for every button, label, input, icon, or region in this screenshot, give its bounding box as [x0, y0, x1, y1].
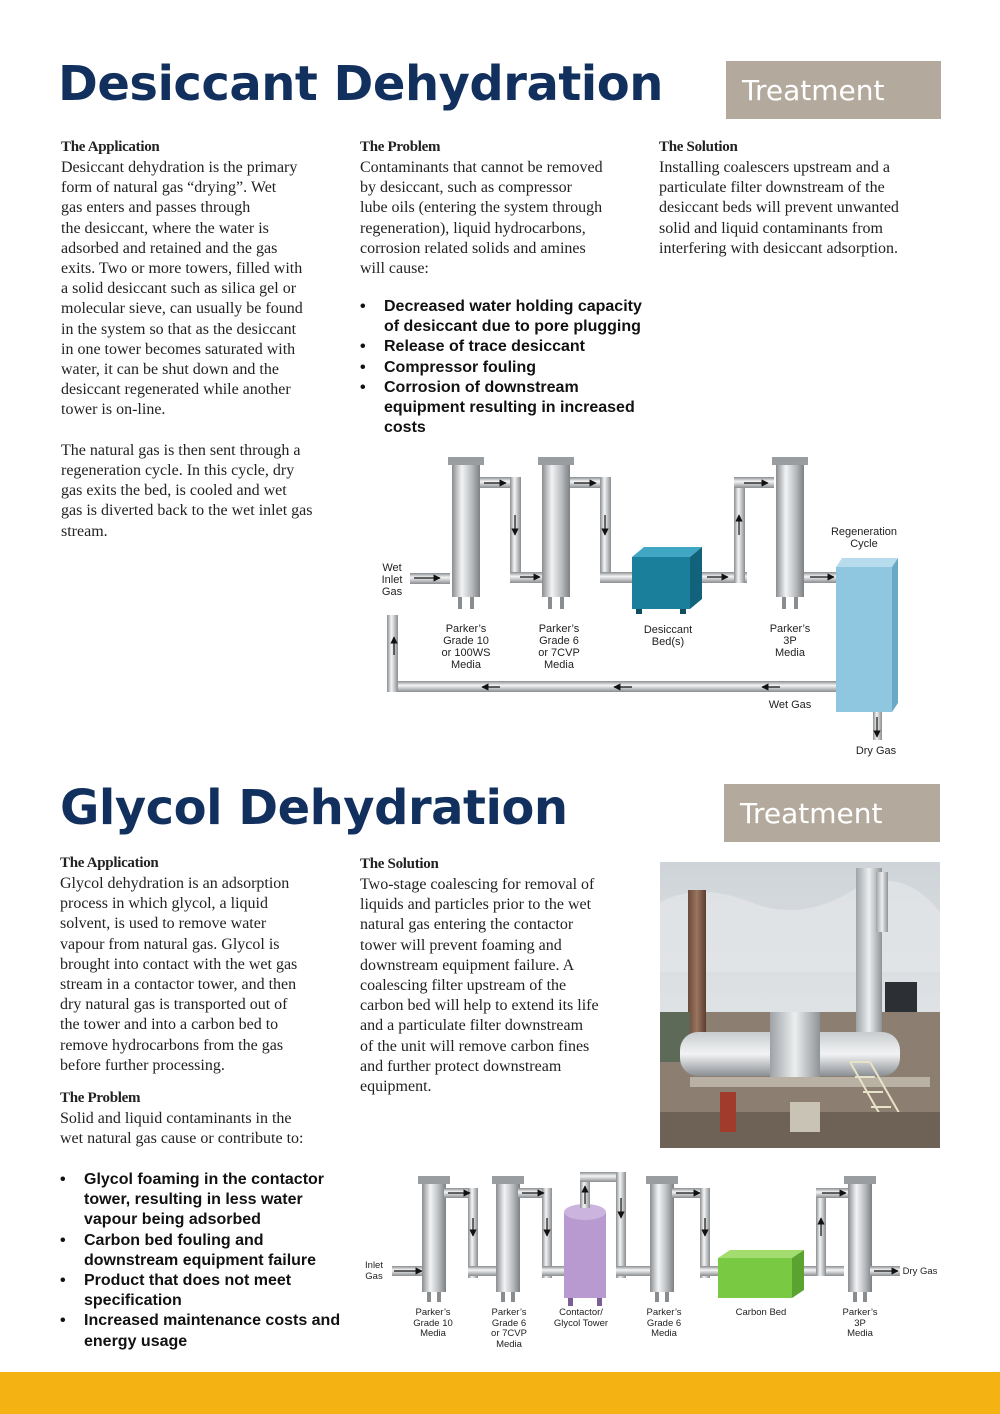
- return-pipe-riser: [387, 615, 398, 692]
- glycol-problem-list: [60, 1170, 350, 1352]
- carbon-bed: [718, 1250, 804, 1298]
- contactor-glycol-tower: [564, 1204, 606, 1306]
- footer-bar: [0, 1372, 1000, 1414]
- glycol-treatment-badge: Treatment: [724, 784, 940, 842]
- list-item: • Increased maintenance costs and energy usage: [60, 1311, 350, 1351]
- wet-gas-label: Wet Gas: [768, 699, 812, 711]
- list-item: • Corrosion of downstream equipment resulting in increased costs: [360, 378, 650, 439]
- desiccant-bed: [632, 547, 702, 614]
- filter1-label: Parker’s Grade 10 or 100WS Media: [441, 623, 491, 671]
- list-item: • Glycol foaming in the contactor tower, resulting in less water vapour being adsorbed: [60, 1170, 350, 1231]
- filter-vessel-3: [772, 457, 808, 609]
- glycol-solution-text: Two-stage coalescing for removal of liquids and particles prior to the wet natural gas entering the contactor tower will prevent foaming and downstream equipment failure. A coalescing filter upstream of the carbon bed will help to extend its life and a particulate filter downstream of the unit will remove carbon fines and further protect downstream equipment.: [360, 876, 599, 1096]
- list-item: • Product that does not meet specification: [60, 1271, 350, 1311]
- desiccant-solution-heading: The Solution: [659, 139, 738, 155]
- contactor-label: Contactor/ Glycol Tower: [553, 1307, 609, 1329]
- desiccant-bed-label: Desiccant Bed(s): [643, 624, 693, 648]
- desiccant-problem-text: Contaminants that cannot be removed by desiccant, such as compressor lube oils (entering the system through regeneration), liquid hydrocarbons, corrosion related solids and amines will cause:: [360, 159, 603, 278]
- desiccant-solution-text: Installing coalescers upstream and a particulate filter downstream of the desiccant beds will prevent unwanted solid and liquid contaminants from interfering with desiccant adsorption.: [659, 159, 899, 257]
- list-item: • Carbon bed fouling and downstream equipment failure: [60, 1231, 350, 1271]
- glycol-filter2-label: Parker’s Grade 6 or 7CVP Media: [491, 1307, 527, 1350]
- list-item: • Compressor fouling: [360, 358, 650, 378]
- filter-vessel-2: [538, 457, 574, 609]
- regeneration-unit: [836, 558, 898, 712]
- glycol-problem-text: Solid and liquid contaminants in the wet natural gas cause or contribute to:: [60, 1110, 304, 1148]
- carbon-bed-label: Carbon Bed: [735, 1307, 787, 1318]
- gas-plant-photo: [660, 862, 940, 1148]
- desiccant-problem-list: [360, 297, 650, 438]
- desiccant-process-diagram: [370, 455, 910, 765]
- glycol-filter4-label: Parker’s 3P Media: [842, 1307, 878, 1339]
- list-item: • Decreased water holding capacity of desiccant due to pore plugging: [360, 297, 650, 337]
- desiccant-treatment-badge: Treatment: [726, 61, 941, 119]
- desiccant-title: Desiccant Dehydration: [58, 56, 663, 112]
- regeneration-cycle-label: Regeneration Cycle: [830, 526, 898, 550]
- glycol-inlet-label: Inlet Gas: [365, 1260, 383, 1282]
- list-item: • Release of trace desiccant: [360, 337, 650, 357]
- desiccant-problem-heading: The Problem: [360, 139, 441, 155]
- glycol-application-text: Glycol dehydration is an adsorption process in which glycol, a liquid solvent, is used to remove water vapour from natural gas. Glycol is brought into contact with the wet gas stream in a contactor tower, and then dry natural gas is transported out of the tower and into a carbon bed to remove hydrocarbons from the gas before further processing.: [60, 875, 298, 1074]
- filter2-label: Parker’s Grade 6 or 7CVP Media: [538, 623, 580, 671]
- glycol-title: Glycol Dehydration: [60, 780, 568, 836]
- filter-vessel-1: [448, 457, 484, 609]
- desiccant-application-heading: The Application: [61, 139, 160, 155]
- glycol-filter-vessel-4: [844, 1176, 876, 1302]
- glycol-problem-heading: The Problem: [60, 1090, 141, 1106]
- dry-gas-label: Dry Gas: [855, 745, 897, 757]
- glycol-solution-heading: The Solution: [360, 856, 439, 872]
- glycol-filter1-label: Parker’s Grade 10 Media: [413, 1307, 453, 1339]
- glycol-application-heading: The Application: [60, 855, 159, 871]
- wet-inlet-label: Wet Inlet Gas: [381, 562, 403, 598]
- glycol-dry-gas-label: Dry Gas: [902, 1266, 938, 1277]
- desiccant-application-text: Desiccant dehydration is the primary form of natural gas “drying”. Wet gas enters and passes through the desiccant, where the water is adsorbed and retained and the gas exits. Two or more towers, filled with a solid desiccant such as silica gel or molecular sieve, can usually be found in the system so that as the desiccant in one tower becomes saturated with water, it can be shut down and the desiccant regenerated while another tower is on-line. The natural gas is then sent through a regeneration cycle. In this cycle, dry gas exits the bed, is cooled and wet gas is diverted back to the wet inlet gas stream.: [61, 159, 313, 540]
- glycol-process-diagram: [382, 1168, 902, 1318]
- glycol-filter3-label: Parker’s Grade 6 Media: [646, 1307, 682, 1339]
- filter3-label: Parker’s 3P Media: [769, 623, 811, 659]
